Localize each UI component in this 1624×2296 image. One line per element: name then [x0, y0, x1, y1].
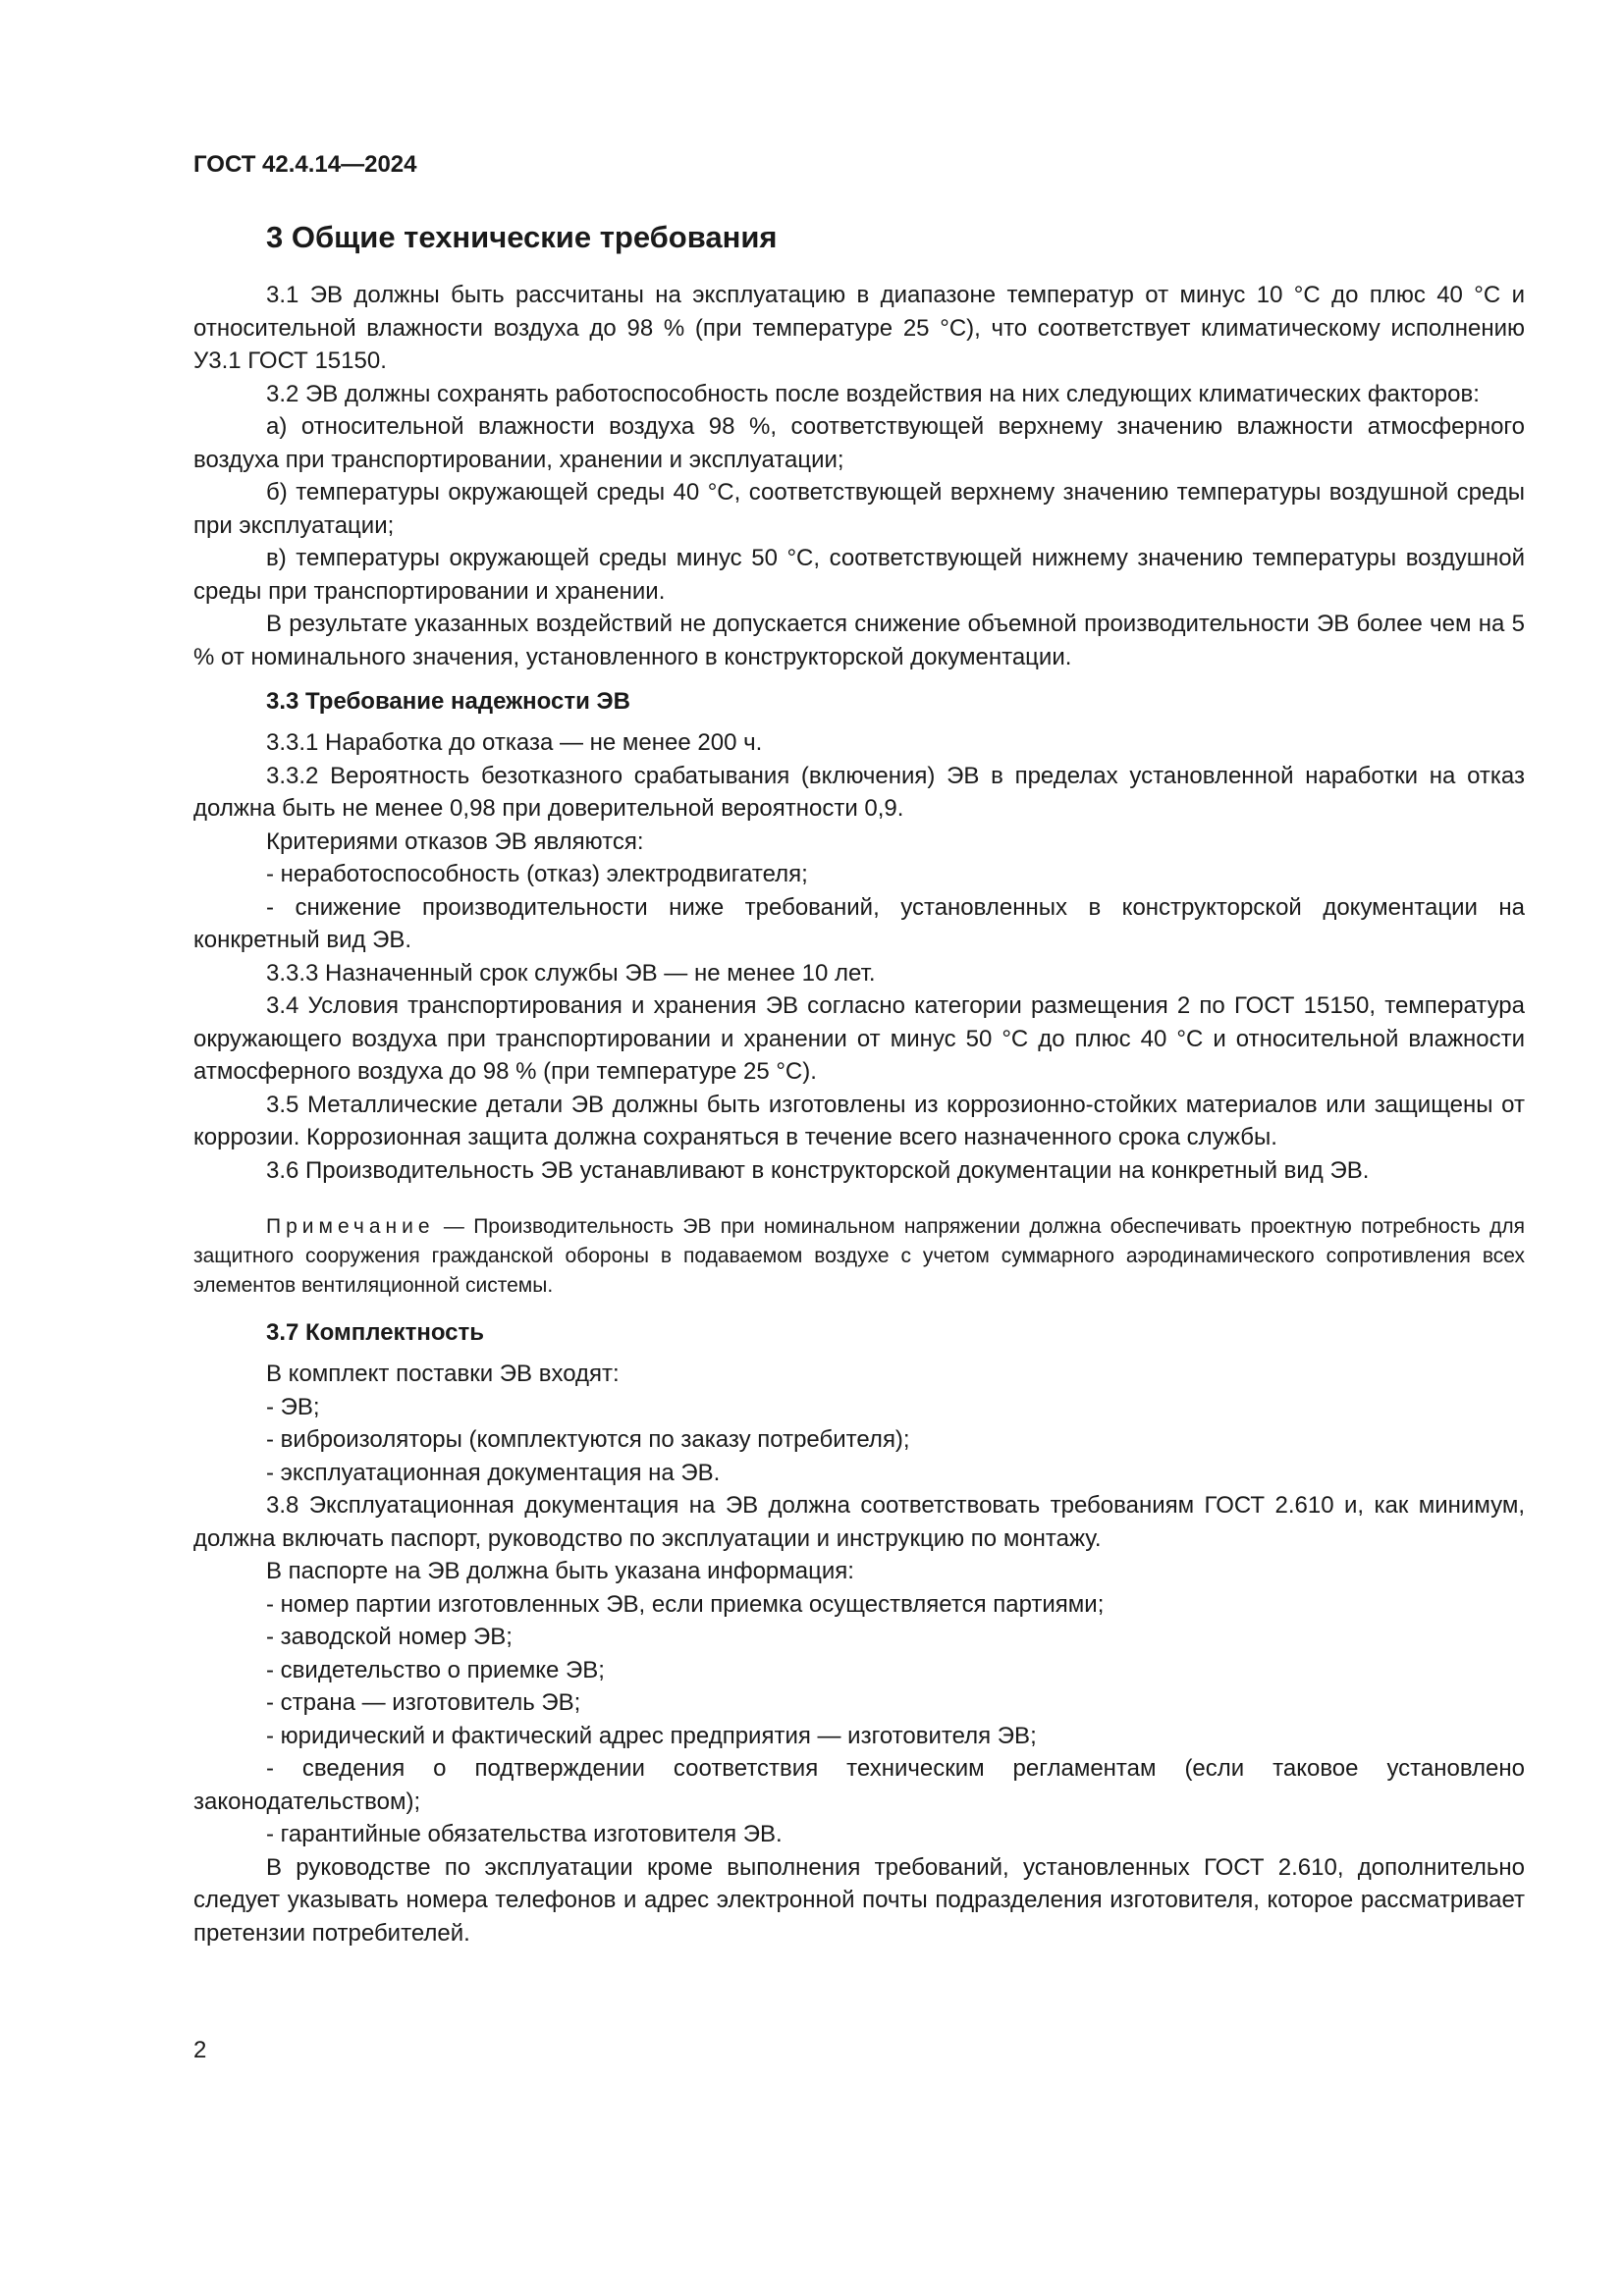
subsection-title-3-3: 3.3 Требование надежности ЭВ: [266, 688, 630, 715]
paragraph-3-3-3: 3.3.3 Назначенный срок службы ЭВ — не менее 10 лет.: [266, 959, 876, 987]
list-item: - номер партии изготовленных ЭВ, если приемка осуществляется партиями;: [266, 1590, 1105, 1618]
list-item: - снижение производительности ниже требований, установленных в конструкторской документации на конкретный вид ЭВ.: [193, 893, 1525, 953]
list-item: - страна — изготовитель ЭВ;: [266, 1689, 581, 1716]
paragraph-3-8: 3.8 Эксплуатационная документация на ЭВ должна соответствовать требованиям ГОСТ 2.610 и, как минимум, должна включать паспорт, руководство по эксплуатации и инструкцию по монтажу.: [193, 1492, 1525, 1552]
page-number: 2: [193, 2037, 207, 2063]
paragraph-3-3-2: 3.3.2 Вероятность безотказного срабатывания (включения) ЭВ в пределах установленной наработки на отказ должна быть не менее 0,98 при доверительной вероятности 0,9.: [193, 762, 1525, 822]
note-label: Примечание: [266, 1215, 435, 1238]
list-item: - заводской номер ЭВ;: [266, 1624, 513, 1650]
paragraph-3-1: 3.1 ЭВ должны быть рассчитаны на эксплуатацию в диапазоне температур от минус 10 °С до плюс 40 °С и относительной влажности воздуха до 98 % (при температуре 25 °С), что соответствует климатическому исполнению У3.1 ГОСТ 15150.: [193, 282, 1525, 374]
paragraph-result: В результате указанных воздействий не допускается снижение объемной производительности ЭВ более чем на 5 % от номинального значения, установленного в конструкторской документации.: [193, 611, 1525, 670]
paragraph-manual: В руководстве по эксплуатации кроме выполнения требований, установленных ГОСТ 2.610, дополнительно следует указывать номера телефонов и адрес электронной почты подразделения изготовителя, которое рассматривает претензии потребителей.: [193, 1853, 1525, 1947]
list-item: - сведения о подтверждении соответствия техническим регламентам (если таковое установлено законодательством);: [193, 1755, 1525, 1815]
document-code: ГОСТ 42.4.14—2024: [193, 151, 417, 178]
paragraph-passport: В паспорте на ЭВ должна быть указана информация:: [266, 1558, 854, 1584]
list-item: - ЭВ;: [266, 1393, 320, 1420]
section-title: 3 Общие технические требования: [266, 220, 778, 254]
list-item: - юридический и фактический адрес предприятия — изготовителя ЭВ;: [266, 1722, 1037, 1749]
note-text: — Производительность ЭВ при номинальном напряжении должна обеспечивать проектную потребность для защитного сооружения гражданской обороны в подаваемом воздухе с учетом суммарного аэродинамического сопротивления всех элементов вентиляционной системы.: [193, 1215, 1525, 1297]
list-item: - гарантийные обязательства изготовителя ЭВ.: [266, 1821, 783, 1847]
list-item: - неработоспособность (отказ) электродвигателя;: [266, 861, 808, 887]
document-page: [193, 145, 1525, 1949]
paragraph-3-3-1: 3.3.1 Наработка до отказа — не менее 200 ч.: [266, 729, 763, 756]
paragraph-3-4: 3.4 Условия транспортирования и хранения ЭВ согласно категории размещения 2 по ГОСТ 15150, температура окружающего воздуха при транспортировании и хранении от минус 50 °С до плюс 40 °С и относительной влажности атмосферного воздуха до 98 % (при температуре 25 °С).: [193, 992, 1525, 1085]
paragraph-delivery: В комплект поставки ЭВ входят:: [266, 1361, 620, 1387]
paragraph-3-6: 3.6 Производительность ЭВ устанавливают в конструкторской документации на конкретный вид ЭВ.: [266, 1156, 1370, 1184]
list-item-b: б) температуры окружающей среды 40 °С, соответствующей верхнему значению температуры воздушной среды при эксплуатации;: [193, 479, 1525, 539]
list-item: - виброизоляторы (комплектуются по заказу потребителя);: [266, 1426, 910, 1453]
paragraph-3-2: 3.2 ЭВ должны сохранять работоспособность после воздействия на них следующих климатических факторов:: [266, 380, 1480, 407]
list-item: - эксплуатационная документация на ЭВ.: [266, 1459, 721, 1486]
paragraph-3-5: 3.5 Металлические детали ЭВ должны быть изготовлены из коррозионно-стойких материалов или защищены от коррозии. Коррозионная защита должна сохраняться в течение всего назначенного срока службы.: [193, 1091, 1525, 1150]
list-item-v: в) температуры окружающей среды минус 50 °С, соответствующей нижнему значению температуры воздушной среды при транспортировании и хранении.: [193, 545, 1525, 605]
note: [193, 1212, 1525, 1301]
subsection-title-3-7: 3.7 Комплектность: [266, 1319, 485, 1346]
paragraph-criteria: Критериями отказов ЭВ являются:: [266, 828, 644, 855]
list-item-a: а) относительной влажности воздуха 98 %, соответствующей верхнему значению влажности атмосферного воздуха при транспортировании, хранении и эксплуатации;: [193, 413, 1525, 473]
list-item: - свидетельство о приемке ЭВ;: [266, 1656, 605, 1683]
